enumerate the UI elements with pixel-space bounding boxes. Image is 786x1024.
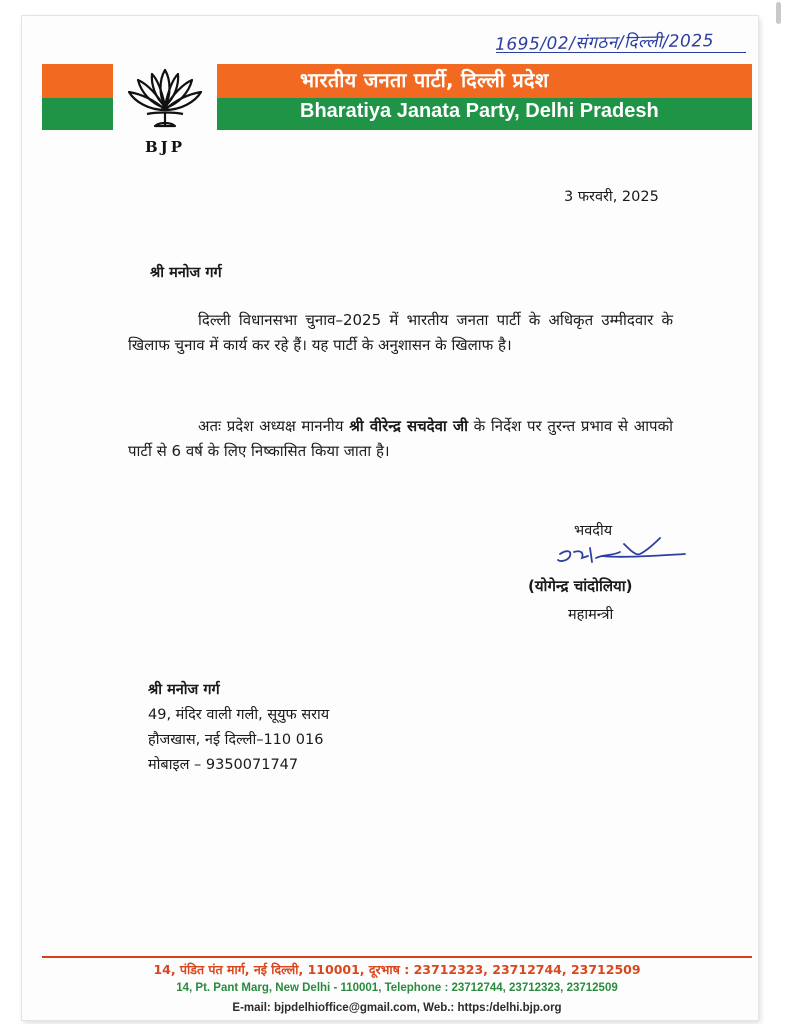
signer-name: (योगेन्द्र चांदोलिया) [528,577,633,595]
body-paragraph-2-prefix: अतः प्रदेश अध्यक्ष माननीय [198,417,350,435]
logo-text: BJP [144,138,186,156]
recipient-address [148,678,329,778]
recipient-address-line-1: 49, मंदिर वाली गली, सूयुफ सराय [148,707,330,723]
bjp-logo [113,60,217,160]
body-paragraph-1 [128,308,673,358]
page-margin [764,0,786,1024]
body-paragraph-2 [128,414,673,464]
letterhead-title-english: Bharatiya Janata Party, Delhi Pradesh [300,100,659,122]
footer-address-english: 14, Pt. Pant Marg, New Delhi - 110001, Telephone : 23712744, 23712323, 23712509 [176,982,618,994]
footer-contact: E-mail: bjpdelhioffice@gmail.com, Web.: https:/delhi.bjp.org [232,1002,562,1014]
recipient-name: श्री मनोज गर्ग [148,682,220,698]
footer-divider [42,956,752,958]
closing-phrase: भवदीय [574,523,613,539]
recipient-address-line-2: हौजखास, नई दिल्ली–110 016 [148,732,324,748]
salutation: श्री मनोज गर्ग [150,265,222,281]
body-paragraph-2-name: श्री वीरेन्द्र सचदेवा जी [349,417,468,435]
letterhead-title-hindi: भारतीय जनता पार्टी, दिल्ली प्रदेश [300,68,549,92]
recipient-mobile: मोबाइल – 9350071747 [148,757,299,773]
footer-address-hindi: 14, पंडित पंत मार्ग, नई दिल्ली, 110001, दूरभाष : 23712323, 23712744, 23712509 [153,962,641,977]
reference-underline [496,52,746,53]
letter-date: 3 फरवरी, 2025 [564,189,659,205]
handwritten-signature [540,534,690,574]
signer-designation: महामन्त्री [568,607,614,623]
lotus-icon [125,62,205,138]
handwritten-reference-note: 1695/02/संगठन/दिल्ली/2025 [494,31,715,55]
letter-page [22,16,758,1020]
body-paragraph-1-text: दिल्ली विधानसभा चुनाव–2025 में भारतीय जनता पार्टी के अधिकृत उम्मीदवार के खिलाफ चुनाव में कार्य कर रहे हैं। यह पार्टी के अनुशासन के खिलाफ है। [128,311,673,354]
body-paragraph-2-suffix: के निर्देश पर तुरन्त प्रभाव से आपको पार्टी से 6 वर्ष के लिए निष्कासित किया जाता है। [128,417,673,460]
scrollbar-thumb[interactable] [776,2,781,24]
